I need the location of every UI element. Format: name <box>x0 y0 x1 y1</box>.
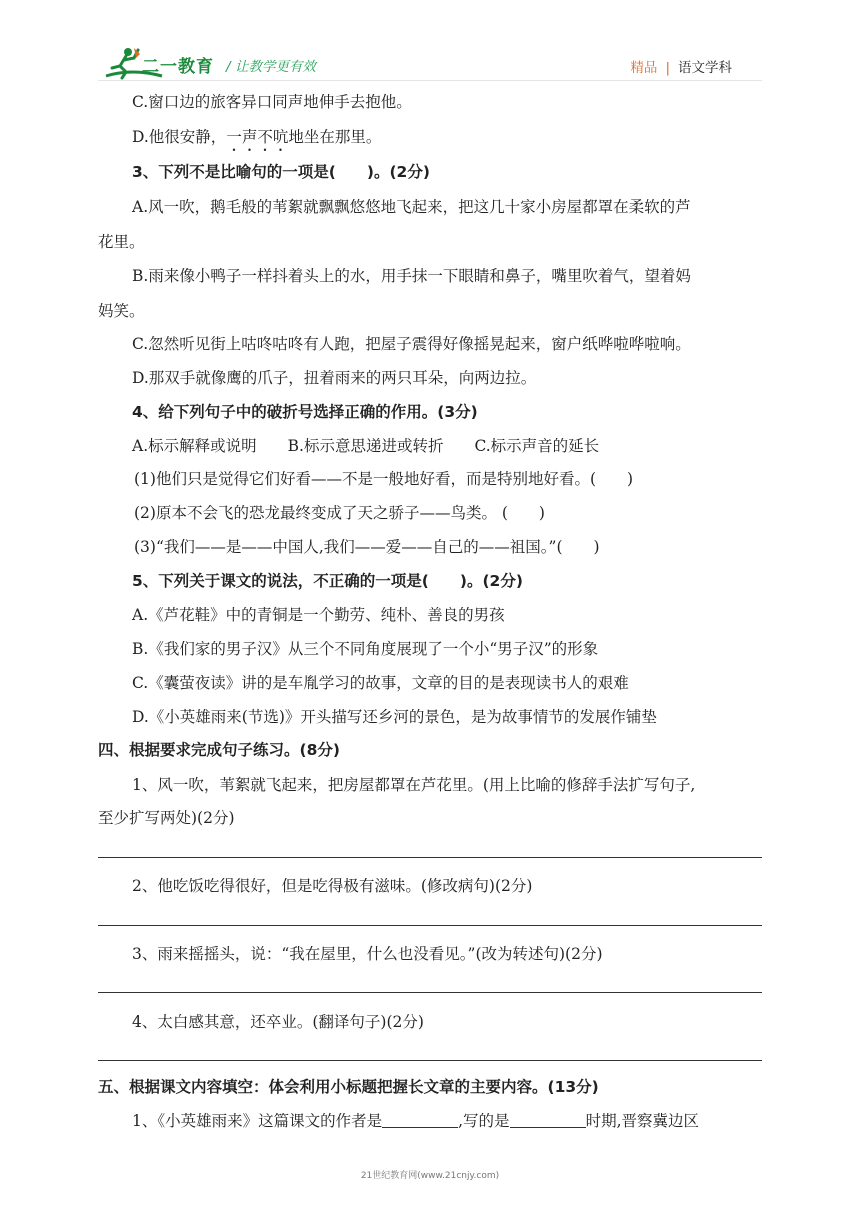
q3-option-b-cont: 妈笑。 <box>98 302 145 320</box>
q3-option-a: A.风一吹，鹅毛般的苇絮就飘飘悠悠地飞起来，把这几十家小房屋都罩在柔软的芦 <box>132 198 691 216</box>
text: 时期,晋察冀边区 <box>585 1112 699 1130</box>
answer-line-3[interactable] <box>98 992 762 993</box>
fill-blank-author[interactable] <box>382 1112 458 1128</box>
q4-options: A.标示解释或说明 B.标示意思递进或转折 C.标示声音的延长 <box>132 437 600 455</box>
s4-item-1: 1、风一吹，苇絮就飞起来，把房屋都罩在芦花里。(用上比喻的修辞手法扩写句子, <box>132 776 696 794</box>
text: D.他很安静， <box>132 128 227 146</box>
answer-line-2[interactable] <box>98 925 762 926</box>
fill-blank-period[interactable] <box>510 1112 586 1128</box>
q4-item-1: (1)他们只是觉得它们好看——不是一般地好看，而是特别地好看。( ) <box>134 470 634 488</box>
header-divider <box>98 80 762 81</box>
question-3: 3、下列不是比喻句的一项是( )。(2分) <box>132 163 430 181</box>
s4-item-4: 4、太白感其意，还卒业。(翻译句子)(2分) <box>132 1013 424 1031</box>
answer-line-4[interactable] <box>98 1060 762 1061</box>
header-right <box>630 56 732 76</box>
answer-line-1[interactable] <box>98 857 762 858</box>
option-2d-prev <box>132 127 381 155</box>
text: 地坐在那里。 <box>288 128 382 146</box>
section-4-title: 四、根据要求完成句子练习。(8分) <box>98 741 340 759</box>
option-3c-prev: C.窗口边的旅客异口同声地伸手去抱他。 <box>132 93 412 111</box>
text: ,写的是 <box>458 1112 510 1130</box>
slogan: / 让教学更有效 <box>226 59 316 75</box>
logo-text: 二一教育 <box>142 57 214 77</box>
s4-item-3: 3、雨来摇摇头，说：“我在屋里，什么也没看见。”(改为转述句)(2分) <box>132 945 603 963</box>
q3-option-b: B.雨来像小鸭子一样抖着头上的水，用手抹一下眼睛和鼻子，嘴里吹着气，望着妈 <box>132 267 691 285</box>
text: 1、《小英雄雨来》这篇课文的作者是 <box>132 1112 383 1130</box>
question-4: 4、给下列句子中的破折号选择正确的作用。(3分) <box>132 403 478 421</box>
q3-option-d: D.那双手就像鹰的爪子，扭着雨来的两只耳朵，向两边拉。 <box>132 369 537 387</box>
s4-item-2: 2、他吃饭吃得很好，但是吃得极有滋味。(修改病句)(2分) <box>132 877 533 895</box>
q3-option-c: C.忽然听见街上咕咚咕咚有人跑，把屋子震得好像摇晃起来，窗户纸哗啦哗啦响。 <box>132 335 691 353</box>
q5-option-a: A.《芦花鞋》中的青铜是一个勤劳、纯朴、善良的男孩 <box>132 606 505 624</box>
s4-item-1-cont: 至少扩写两处)(2分) <box>98 809 235 827</box>
q5-option-b: B.《我们家的男子汉》从三个不同角度展现了一个小“男子汉”的形象 <box>132 640 599 658</box>
section-5-title: 五、根据课文内容填空：体会利用小标题把握长文章的主要内容。(13分) <box>98 1078 599 1096</box>
emphasized-text: 一声不吭 <box>226 128 289 146</box>
q5-option-c: C.《囊萤夜读》讲的是车胤学习的故事，文章的目的是表现读书人的艰难 <box>132 674 629 692</box>
page-header <box>0 0 860 86</box>
subject-label: 语文学科 <box>678 60 732 76</box>
quality-label: 精品 <box>630 60 658 76</box>
q3-option-a-cont: 花里。 <box>98 233 145 251</box>
header-separator: | <box>665 60 670 76</box>
question-5: 5、下列关于课文的说法，不正确的一项是( )。(2分) <box>132 572 523 590</box>
q4-item-3: (3)“我们——是——中国人,我们——爱——自己的——祖国。”( ) <box>134 538 600 556</box>
q4-item-2: (2)原本不会飞的恐龙最终变成了天之骄子——鸟类。 ( ) <box>134 504 545 522</box>
s5-item-1 <box>132 1111 699 1131</box>
q5-option-d: D.《小英雄雨来(节选)》开头描写还乡河的景色，是为故事情节的发展作铺垫 <box>132 708 657 726</box>
page-footer: 21世纪教育网(www.21cnjy.com) <box>360 1171 500 1181</box>
